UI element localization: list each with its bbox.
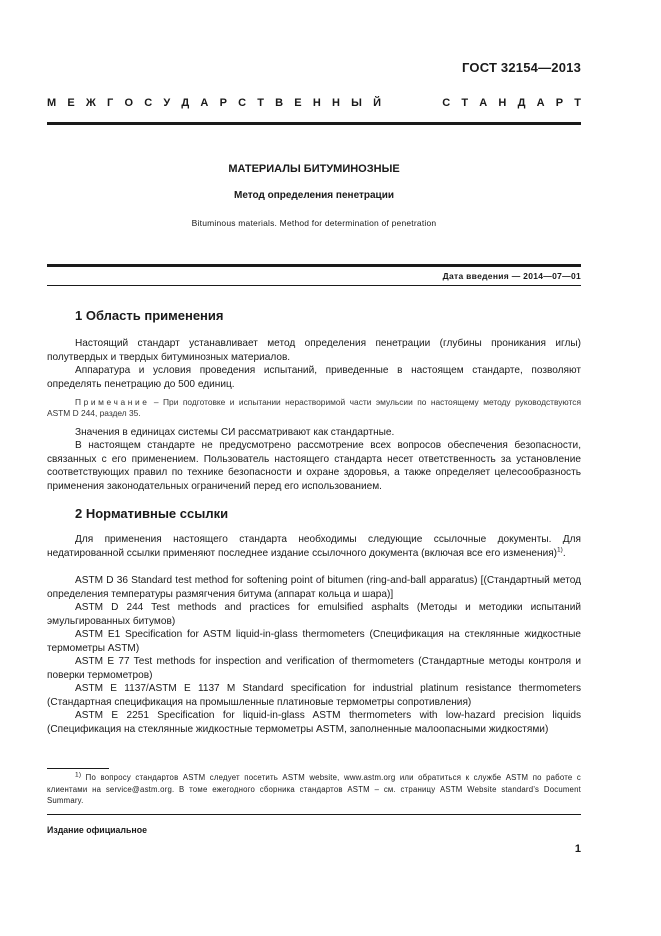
reference-astm-d36: ASTM D 36 Standard test method for softening point of bitumen (ring-and-ball apparatus) [(Стандартный метод определения температуры размягчения битума (аппарат кольца и шара)] [47, 575, 581, 600]
date-thin-rule [47, 285, 581, 286]
section-1-paragraph-3: Значения в единицах системы СИ рассматривают как стандартные. [75, 427, 395, 438]
footnote-mark: 1) [75, 771, 82, 779]
reference-astm-e1: ASTM E1 Specification for ASTM liquid-in-glass thermometers (Спецификация на стеклянные жидкостные термометры ASTM) [47, 629, 581, 654]
title-thick-rule [47, 264, 581, 267]
footnote-text: По вопросу стандартов ASTM следует посетить ASTM website, www.astm.org или обратиться к службе ASTM по работе с клиентами на service@astm.org. В томе ежегодного сборника стандартов ASTM – см. страницу ASTM Website standard’s Document Summary. [47, 773, 581, 806]
official-edition-label: Издание официальное [47, 825, 147, 835]
introduction-date: Дата введения — 2014—07—01 [442, 271, 581, 281]
document-title: МАТЕРИАЛЫ БИТУМИНОЗНЫЕ [228, 163, 400, 175]
reference-astm-e1137: ASTM E 1137/ASTM E 1137 M Standard specification for industrial platinum resistance thermometers (Стандартная спецификация на промышленные платиновые термометры сопротивления) [47, 683, 581, 708]
english-title: Bituminous materials. Method for determination of penetration [191, 218, 437, 228]
standard-word: С Т А Н Д А Р Т [442, 97, 581, 109]
section-2-paragraph-1: Для применения настоящего стандарта необходимы следующие ссылочные документы. Для недатированной ссылки применяют последнее издание ссылочного документа (включая все его изменения)$^{1)}$. [47, 534, 581, 559]
standard-number: ГОСТ 32154—2013 [462, 60, 581, 75]
reference-astm-e77: ASTM E 77 Test methods for inspection and verification of thermometers (Стандартные методы контроля и поверки термометров) [47, 656, 581, 681]
section-1-paragraph-1: Настоящий стандарт устанавливает метод определения пенетрации (глубины проникания иглы) полутвердых и твердых битуминозных материалов. [47, 338, 581, 363]
note-label: Примечание [75, 397, 150, 407]
footer-rule [47, 814, 581, 815]
section-2-heading: 2 Нормативные ссылки [75, 506, 229, 521]
footnote [47, 772, 581, 807]
section-1-paragraph-2: Аппаратура и условия проведения испытаний, приведенные в настоящем стандарте, позволяют определять пенетрацию до 500 единиц. [47, 365, 581, 390]
top-thick-rule [47, 122, 581, 125]
section-1-heading: 1 Область применения [75, 308, 224, 323]
page-number: 1 [574, 843, 581, 855]
section-1-paragraph-4: В настоящем стандарте не предусмотрено рассмотрение всех вопросов обеспечения безопасности, связанных с его применением. Пользователь настоящего стандарта несет ответственность за установление соответствующих правил по технике безопасности и охране здоровья, а также определяет целесообразность применения законодательных ограничений перед его использованием. [47, 440, 581, 493]
interstate-word: М Е Ж Г О С У Д А Р С Т В Е Н Н Ы Й [47, 97, 381, 109]
footnote-rule [47, 768, 109, 769]
note-text: – При подготовке и испытании нерастворимой части эмульсии по настоящему методу руководствуются ASTM D 244, раздел 35. [47, 397, 581, 419]
reference-astm-e2251: ASTM E 2251 Specification for liquid-in-glass ASTM thermometers with low-hazard precision liquids (Спецификация на стеклянные жидкостные термометры ASTM, заполненные малоопасными жидкостями) [47, 710, 581, 735]
interstate-standard-banner [47, 97, 581, 109]
document-subtitle: Метод определения пенетрации [233, 190, 395, 201]
footnote-reference: 1) [557, 546, 563, 554]
section-1-note [47, 397, 581, 420]
reference-astm-d244: ASTM D 244 Test methods and practices for emulsified asphalts (Методы и методики испытаний эмульгированных битумов) [47, 602, 581, 627]
